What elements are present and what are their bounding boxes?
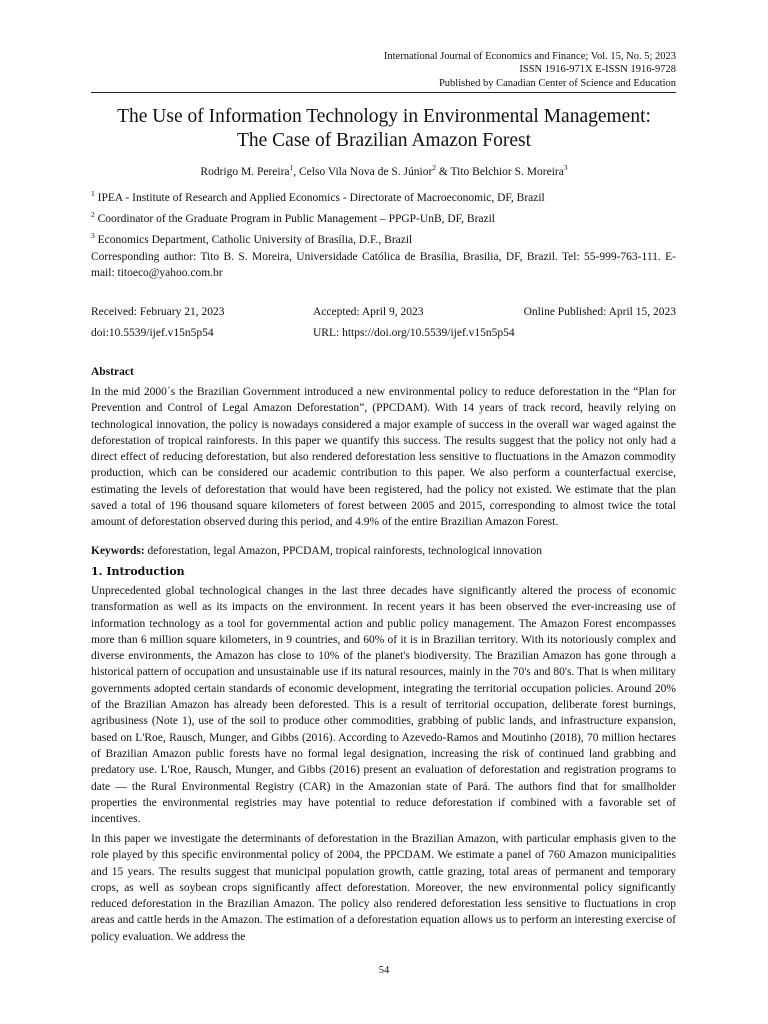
affiliation-mark: 1 xyxy=(91,189,95,198)
paper-title-line-1: The Use of Information Technology in Environmental Management: xyxy=(117,106,651,127)
accepted-date: Accepted: April 9, 2023 xyxy=(313,306,424,318)
doi: doi:10.5539/ijef.v15n5p54 xyxy=(91,327,214,339)
section-heading: 1. Introduction xyxy=(91,565,185,578)
author-separator: & xyxy=(436,166,451,178)
affiliation xyxy=(91,229,676,247)
body-paragraph: In this paper we investigate the determinants of deforestation in the Brazilian Amazon, with particular emphasis given to the role played by this specific environmental policy of 2004, the PPCDAM. We estimate a panel of 760 Amazon municipalities and 15 years. The results suggest that municipal population growth, cattle grazing, total areas of permanent and temporary crops, as well as soybean crops significantly affect deforestation. Moreover, the new environmental policy significantly reduced deforestation in the Brazilian Amazon. The policy also rendered deforestation less sensitive to fluctuations in crop areas and cattle herds in the Amazon. The estimation of a deforestation equation allows us to perform an interesting exercise of policy evaluation. We address the xyxy=(91,833,676,943)
affiliation xyxy=(91,208,676,226)
header-divider xyxy=(91,92,676,93)
author-name: Tito Belchior S. Moreira xyxy=(450,166,564,178)
paper-title xyxy=(40,105,728,152)
affiliation-text: IPEA - Institute of Research and Applied Economics - Directorate of Macroeconomic, DF, Brazil xyxy=(97,192,545,204)
affiliation-text: Coordinator of the Graduate Program in Public Management – PPGP-UnB, DF, Brazil xyxy=(97,213,495,225)
author-affiliation-mark: 2 xyxy=(432,163,437,172)
keywords-text: deforestation, legal Amazon, PPCDAM, tropical rainforests, technological innovation xyxy=(147,545,542,557)
affiliation xyxy=(91,187,676,205)
page-number: 54 xyxy=(378,965,390,976)
keywords xyxy=(91,543,676,559)
keywords-label: Keywords: xyxy=(91,545,145,557)
journal-publisher: Published by Canadian Center of Science and Education xyxy=(438,77,676,89)
author-separator: , xyxy=(293,166,300,178)
journal-header xyxy=(384,50,676,90)
received-date: Received: February 21, 2023 xyxy=(91,306,225,318)
author-affiliation-mark: 1 xyxy=(289,163,294,172)
journal-issn: ISSN 1916-971X E-ISSN 1916-9728 xyxy=(519,64,676,76)
affiliation-mark: 3 xyxy=(91,231,95,240)
article-url: URL: https://doi.org/10.5539/ijef.v15n5p54 xyxy=(313,327,515,339)
author-name: Rodrigo M. Pereira xyxy=(200,166,290,178)
affiliation-text: Economics Department, Catholic University of Brasília, D.F., Brazil xyxy=(97,234,413,246)
author-list xyxy=(40,163,728,178)
author-affiliation-mark: 3 xyxy=(563,163,568,172)
abstract-heading: Abstract xyxy=(91,366,134,378)
published-date: Online Published: April 15, 2023 xyxy=(523,306,676,318)
abstract-text: In the mid 2000´s the Brazilian Government introduced a new environmental policy to reduce deforestation in the “Plan for Prevention and Control of Legal Amazon Deforestation”, (PPCDAM). With 14 years of track record, heavily relying on technological innovation, the policy is nowadays considered a major example of success in the overall war waged against the deforestation of tropical rainforests. In this paper we quantify this success. The results suggest that the policy not only had a direct effect of reducing deforestation, but also rendered deforestation less sensitive to fluctuations in the Amazon commodity production, which can be considered our academic contribution to this paper. We also perform a counterfactual exercise, estimating the levels of deforestation that would have been registered, had the policy not existed. We estimate that the plan saved a total of 196 thousand square kilometers of forest between 2005 and 2015, corresponding to almost twice the total amount of deforestation observed during this period, and 4.9% of the entire Brazilian Amazon Forest. xyxy=(91,386,676,529)
corresponding-author: Corresponding author: Tito B. S. Moreira, Universidade Católica de Brasília, Brasilia, DF, Brazil. Tel: 55-999-763-111. E-mail: titoeco@yahoo.com.br xyxy=(91,251,676,280)
paper-title-line-2: The Case of Brazilian Amazon Forest xyxy=(236,129,532,151)
author-name: Celso Vila Nova de S. Júnior xyxy=(299,166,433,178)
journal-citation: International Journal of Economics and Finance; Vol. 15, No. 5; 2023 xyxy=(383,51,676,62)
affiliation-mark: 2 xyxy=(91,210,95,219)
body-paragraph: Unprecedented global technological changes in the last three decades have significantly altered the process of economic transformation as well as its impacts on the environment. In recent years it has been observed the ever-increasing use of information technology as a tool for governmental action and public policy management. The Amazon Forest encompasses more than 6 million square kilometers, in 9 countries, and 60% of it is in Brazilian territory. With its notoriously complex and diverse environments, the Amazon has close to 10% of the planet's biodiversity. The Brazilian Amazon has gone through a historical pattern of occupation and unsustainable use if its natural resources, mainly in the 70's and 80's. That is when military governments adopted certain standards of economic development, integrating the territorial occupation policies. Around 20% of the Brazilian Amazon has already been deforested. This is a result of territorial occupation, deliberate forest burnings, agribusiness (Note 1), use of the soil to produce other commodities, grabbing of public lands, and infrastructure expansion, based on L'Roe, Rausch, Munger, and Gibbs (2016). According to Azevedo-Ramos and Moutinho (2018), 70 million hectares of Brazilian Amazon public forests have no formal legal designation, increasing the risk of continued land grabbing and predatory use. L'Roe, Rausch, Munger, and Gibbs (2016) present an evaluation of deforestation and registration programs to date — the Rural Environmental Registry (CAR) in the Amazonian state of Pará. The authors find that for smallholder properties the environmental registries may have potential to reduce deforestation if combined with a favorable set of incentives. xyxy=(91,585,676,826)
